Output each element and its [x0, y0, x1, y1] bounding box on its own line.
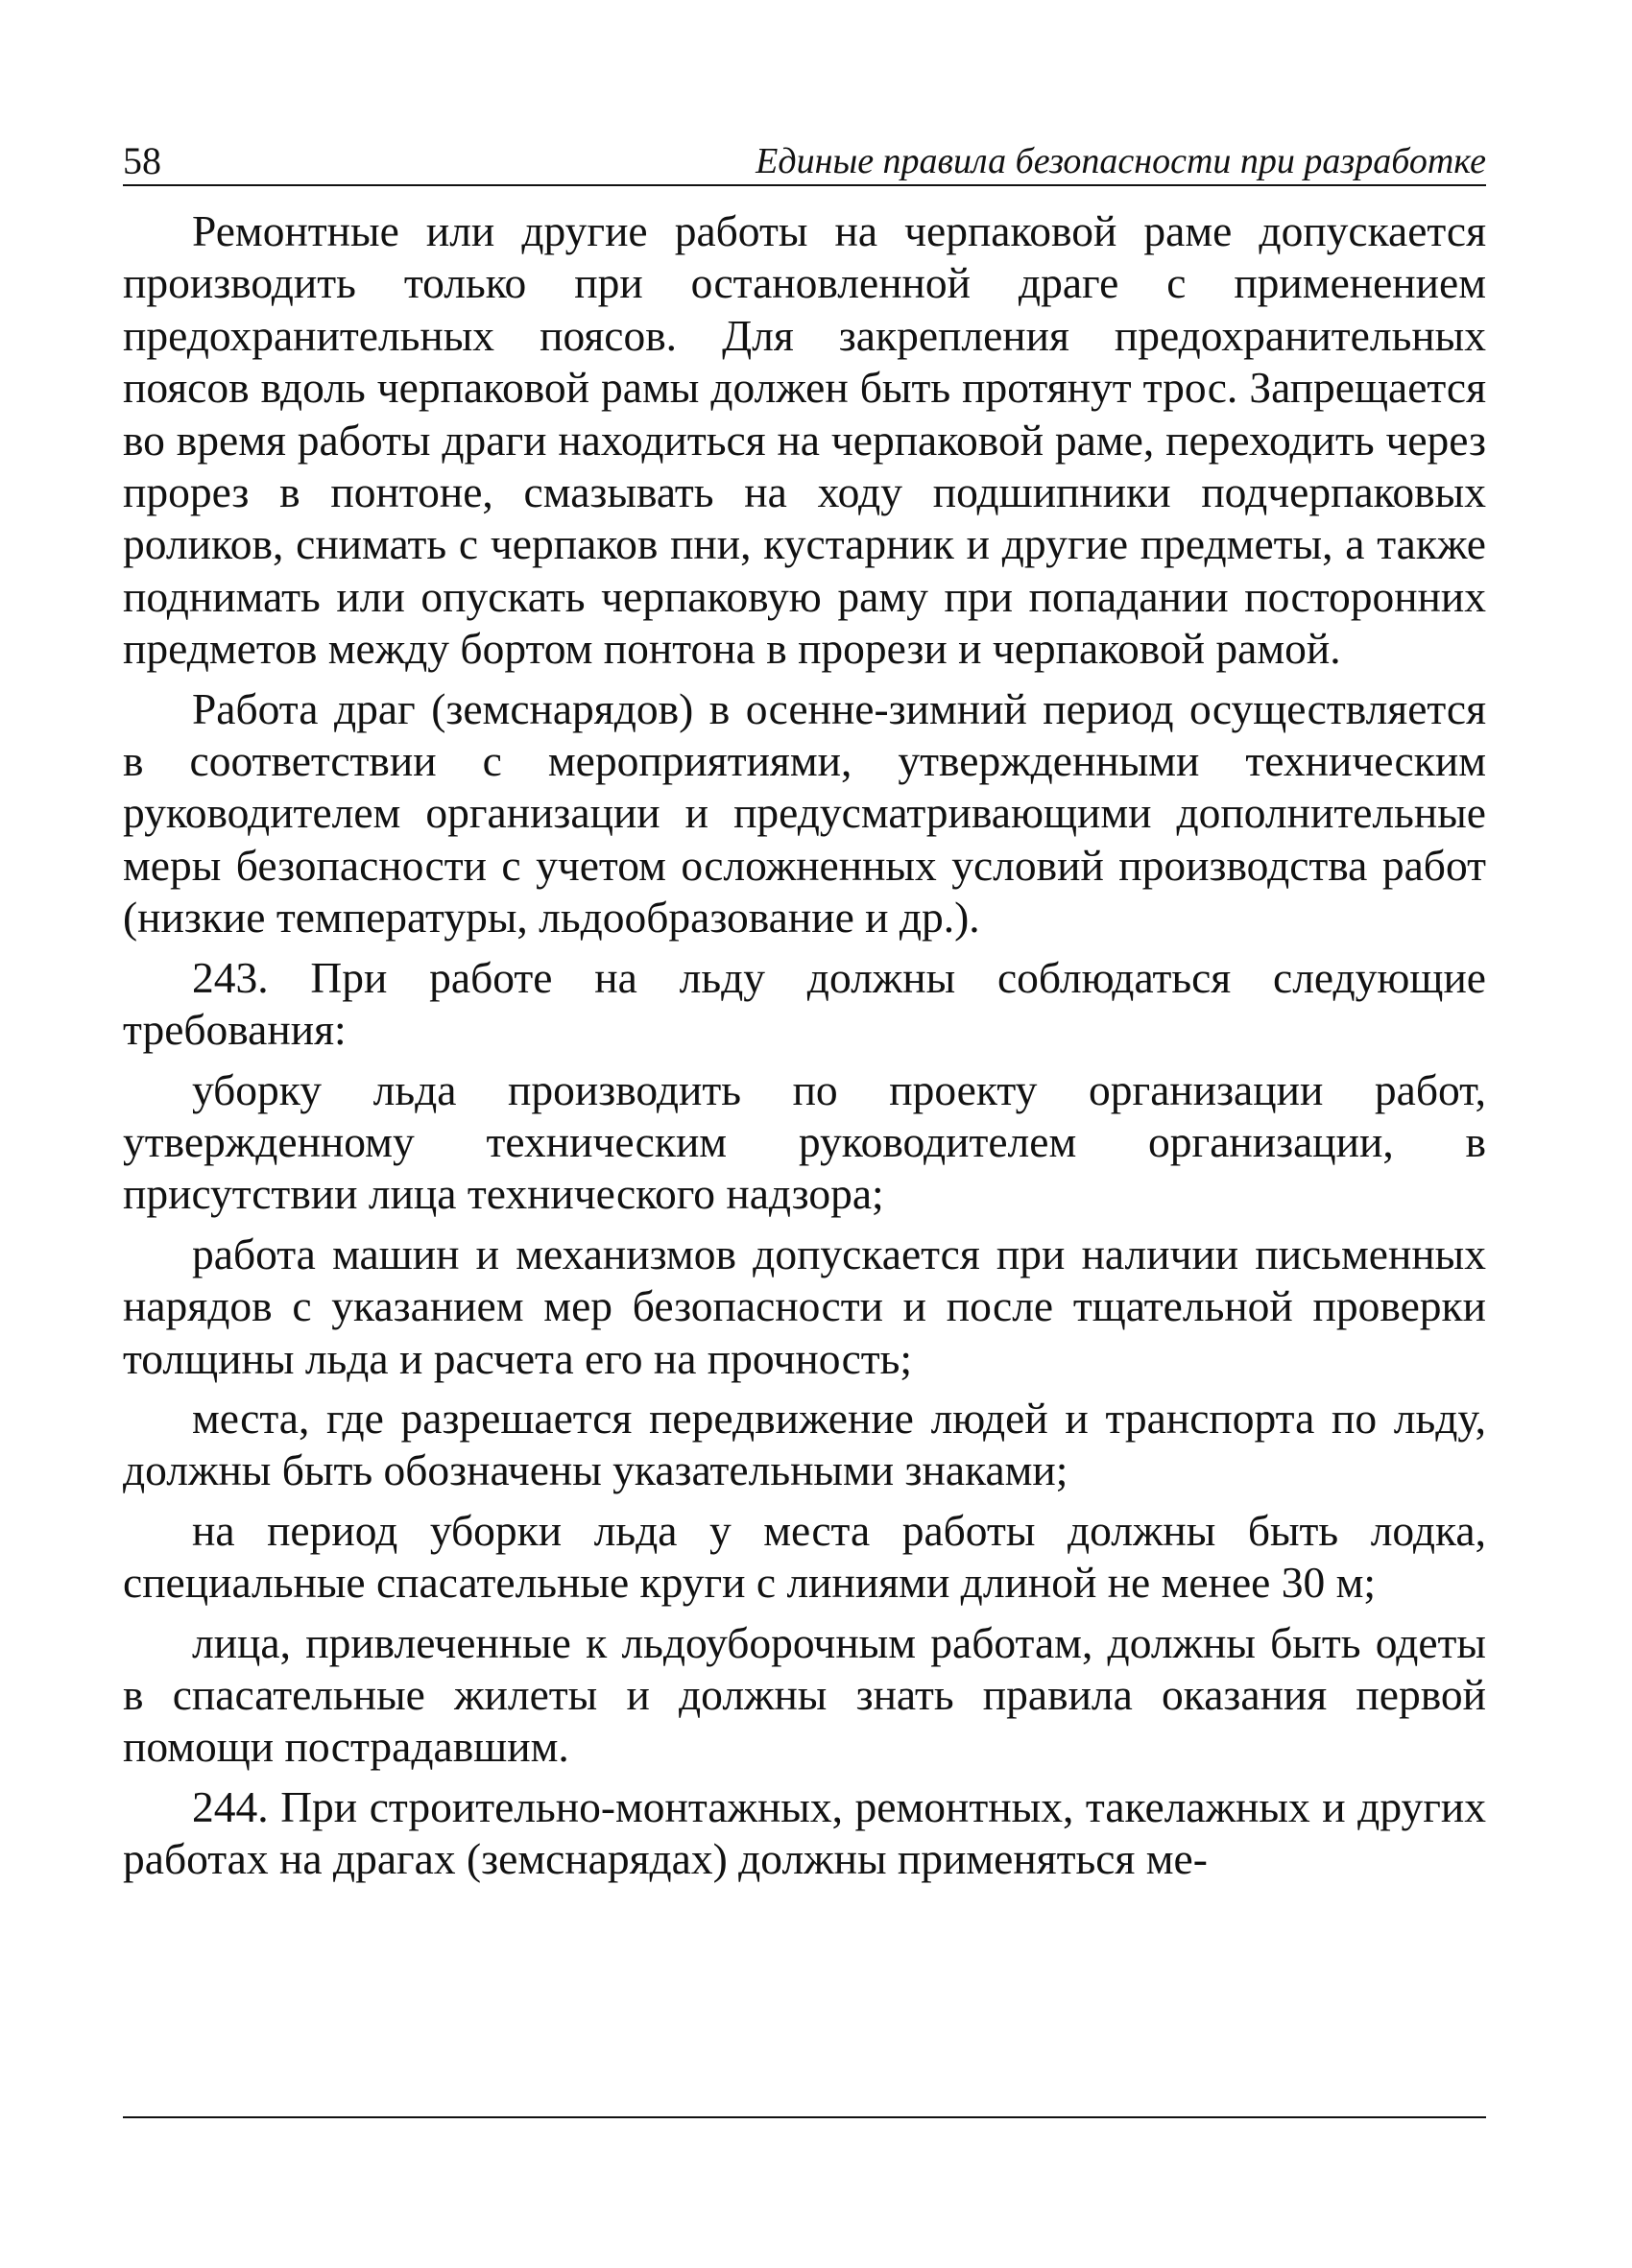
list-item-ice-removal: уборку льда производить по проекту организации работ, утвержденному техническим руководителем организации, в присутствии лица технического надзора;: [123, 1064, 1486, 1219]
footer-divider: [123, 2116, 1486, 2118]
running-title: Единые правила безопасности при разработке: [756, 141, 1486, 181]
body-text: [123, 205, 1486, 1886]
list-item-machine-work: работа машин и механизмов допускается при наличии письменных нарядов с указанием мер безопасности и после тщательной проверки толщины льда и расчета его на прочность;: [123, 1229, 1486, 1383]
list-item-life-vests: лица, привлеченные к льдоуборочным работам, должны быть одеты в спасательные жилеты и должны знать правила оказания первой помощи пострадавшим.: [123, 1617, 1486, 1772]
paragraph-winter-operation: Работа драг (земснарядов) в осенне-зимний период осуществляется в соответствии с мероприятиями, утвержденными техническим руководителем организации и предусматривающими дополнительные меры безопасности с учетом осложненных условий производства работ (низкие температуры, льдообразование и др.).: [123, 683, 1486, 943]
page-content: [123, 134, 1486, 1894]
paragraph-section-244: 244. При строительно-монтажных, ремонтных, такелажных и других работах на драгах (земснарядах) должны применяться ме-: [123, 1781, 1486, 1884]
running-header: [123, 134, 1486, 186]
paragraph-dredge-frame-repair: Ремонтные или другие работы на черпаковой раме допускается производить только при остановленной драге с применением предохранительных поясов. Для закрепления предохранительных поясов вдоль черпаковой рамы должен быть протянут трос. Запрещается во время работы драги находиться на черпаковой раме, переходить через прорез в понтоне, смазывать на ходу подшипники подчерпаковых роликов, снимать с черпаков пни, кустарник и другие предметы, а также поднимать или опускать черпаковую раму при попадании посторонних предметов между бортом понтона в прорези и черпаковой рамой.: [123, 206, 1486, 674]
page-number: 58: [123, 139, 161, 182]
list-item-rescue-equipment: на период уборки льда у места работы должны быть лодка, специальные спасательные круги с линиями длиной не менее 30 м;: [123, 1505, 1486, 1608]
paragraph-section-243: 243. При работе на льду должны соблюдаться следующие требования:: [123, 952, 1486, 1055]
list-item-ice-crossing-signs: места, где разрешается передвижение людей и транспорта по льду, должны быть обозначены указательными знаками;: [123, 1393, 1486, 1495]
